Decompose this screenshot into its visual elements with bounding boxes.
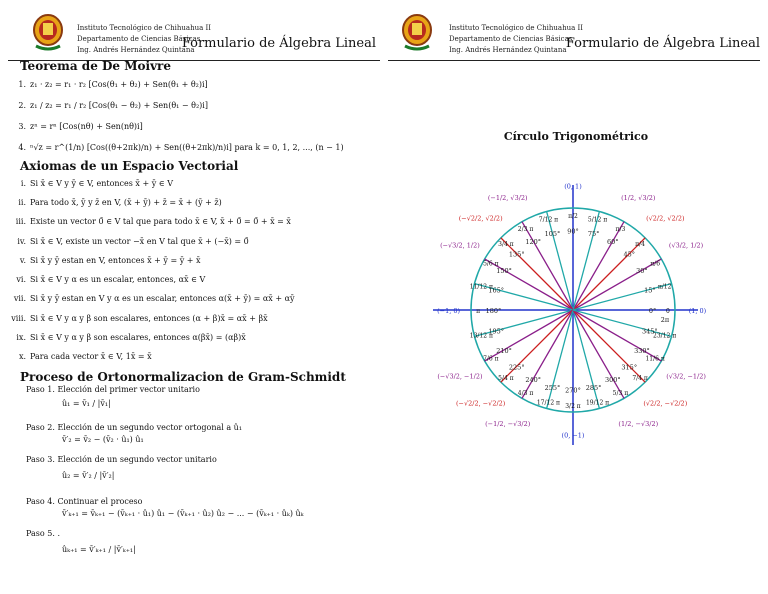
- gram-step: Paso 2. Elección de un segundo vector ortogonal a û₁ v̄′₂ = v̄₂ − (v̄₂ · û₁) û₁: [26, 422, 243, 444]
- radius-line: [544, 211, 573, 310]
- degree-label: 135°: [508, 250, 525, 259]
- author-name: Ing. Andrés Hernández Quintana: [449, 46, 567, 54]
- radian-label: π/6: [650, 260, 661, 268]
- degree-label: 15°: [644, 286, 656, 295]
- radian-label: 13/12 π: [469, 332, 493, 340]
- gram-step: Paso 5. . ûₖ₊₁ = v̄′ₖ₊₁ / |v̄′ₖ₊₁|: [26, 528, 136, 554]
- radian-label: 5/12 π: [587, 216, 608, 224]
- department-name: Departamento de Ciencias Básicas: [77, 35, 201, 43]
- coordinate-label: (−√3/2, −1/2): [437, 372, 483, 381]
- radian-label: 23/12 π: [653, 332, 677, 340]
- radian-label: 0: [665, 308, 670, 315]
- radian-label: 3/2 π: [565, 402, 581, 410]
- coordinate-label: (√3/2, 1/2): [668, 241, 704, 250]
- institution-block: [449, 23, 583, 56]
- list-item: v. Si x̄ y ȳ estan en V, entonces x̄ + ȳ = ȳ + x̄: [19, 255, 201, 265]
- gram-step: Paso 3. Elección de un segundo vector unitario û₂ = v̄′₂ / |v̄′₂|: [26, 454, 217, 480]
- form-title: Formulario de Álgebra Lineal: [565, 36, 760, 51]
- demoivre-heading: Teorema de De Moivre: [20, 59, 171, 73]
- list-item: 3. zⁿ = rⁿ [Cos(nθ) + Sen(nθ)i]: [18, 121, 143, 131]
- coordinate-label: (1/2, √3/2): [621, 193, 656, 202]
- radian-label: 5/3 π: [612, 390, 629, 398]
- radian-label: 3/4 π: [498, 240, 514, 248]
- radian-label: 7/6 π: [483, 355, 499, 363]
- radian-label: 5/6 π: [483, 260, 499, 268]
- radius-line: [573, 211, 599, 310]
- list-item: 2. z₁ / z₂ = r₁ / r₂ [Cos(θ₁ − θ₂) + Sen(θ₁ − θ₂)i]: [18, 100, 208, 110]
- coordinate-label: (−√3/2, 1/2): [440, 241, 480, 250]
- radian-label: 2/3 π: [517, 225, 534, 233]
- degree-label: 165°: [488, 286, 504, 295]
- degree-label: 60°: [607, 238, 619, 247]
- degree-label: 300°: [604, 375, 621, 384]
- list-item: vi. Si x̄ ∈ V y α es un escalar, entonces, αx̄ ∈ V: [16, 275, 206, 285]
- page-header: [0, 8, 384, 58]
- gram-heading: Proceso de Ortonormalizacion de Gram-Schmidt: [20, 369, 346, 384]
- coordinate-label: (√2/2, √2/2): [646, 214, 685, 223]
- institution-name: Instituto Tecnológico de Chihuahua II: [449, 24, 584, 32]
- coordinate-label: (1, 0): [688, 307, 707, 315]
- degree-label: 150°: [496, 267, 512, 276]
- degree-label: 45°: [623, 250, 636, 259]
- degree-label: 225°: [508, 363, 525, 372]
- degree-label: 315°: [621, 363, 638, 372]
- coordinate-label: (−1/2, −√3/2): [485, 420, 531, 429]
- right-page: [384, 0, 768, 594]
- coordinate-label: (−1/2, √3/2): [487, 193, 528, 202]
- radian-label: 4/3 π: [517, 390, 534, 398]
- list-item: iv. Si x̄ ∈ V, existe un vector −x̄ en V tal que x̄ + (−x̄) = 0̄: [17, 236, 249, 246]
- school-logo-icon: [401, 12, 433, 54]
- school-logo-icon: [32, 12, 64, 54]
- circle-title: Círculo Trigonométrico: [503, 130, 649, 143]
- degree-label: 240°: [525, 375, 542, 384]
- degree-label: 270°: [565, 386, 581, 395]
- radian-label: 11/12 π: [469, 283, 493, 291]
- unit-circle-diagram: [420, 178, 740, 448]
- gram-steps: [0, 385, 384, 569]
- degree-label: 285°: [585, 383, 602, 392]
- degree-label: 330°: [634, 346, 650, 355]
- coordinate-label: (1/2, −√3/2): [618, 420, 659, 429]
- radian-label: 2π: [660, 316, 670, 324]
- list-item: iii. Existe un vector 0̄ ∈ V tal que para todo x̄ ∈ V, x̄ + 0̄ = 0̄ + x̄ = x̄: [15, 217, 291, 227]
- list-item: 1. z₁ · z₂ = r₁ · r₂ [Cos(θ₁ + θ₂) + Sen(θ₁ + θ₂)i]: [18, 79, 208, 89]
- radian-label: π/3: [615, 225, 626, 233]
- form-title: Formulario de Álgebra Lineal: [181, 36, 376, 51]
- gram-step: Paso 1. Elección del primer vector unitario û₁ = v̄₁ / |v̄₁|: [26, 384, 200, 408]
- radian-label: 17/12 π: [536, 399, 561, 407]
- radius-line: [573, 284, 672, 310]
- radian-label: π: [476, 308, 481, 315]
- list-item: vii. Si x̄ y ȳ estan en V y α es un escalar, entonces α(x̄ + ȳ) = αx̄ + αȳ: [13, 294, 295, 304]
- axiomas-heading: Axiomas de un Espacio Vectorial: [20, 159, 239, 173]
- radian-label: 5/4 π: [498, 375, 514, 383]
- author-name: Ing. Andrés Hernández Quintana: [77, 46, 195, 54]
- radian-label: 19/12 π: [585, 399, 610, 407]
- coordinate-label: (√2/2, −√2/2): [643, 399, 688, 408]
- coordinate-label: (√3/2, −1/2): [666, 372, 706, 381]
- list-item: viii. Si x̄ ∈ V y α y β son escalares, entonces (α + β)x̄ = αx̄ + βx̄: [11, 313, 268, 323]
- list-item: ix. Si x̄ ∈ V y α y β son escalares, entonces α(βx̄) = (αβ)x̄: [16, 333, 246, 343]
- page-header: [384, 8, 768, 58]
- coordinate-label: (0, −1): [561, 431, 585, 440]
- coordinate-label: (0, 1): [564, 182, 582, 191]
- axiomas-list: [0, 174, 384, 367]
- degree-label: 345°: [642, 327, 658, 336]
- degree-label: 195°: [488, 327, 504, 336]
- list-item: i. Si x̄ ∈ V y ȳ ∈ V, entonces x̄ + ȳ ∈ V: [20, 178, 174, 188]
- radian-label: 11/6 π: [645, 355, 665, 363]
- coordinate-label: (−√2/2, √2/2): [458, 214, 503, 223]
- radian-label: 7/12 π: [538, 216, 559, 224]
- degree-label: 180°: [485, 307, 502, 315]
- coordinate-label: (−1, 0): [437, 307, 461, 315]
- list-item: ii. Para todo x̄, ȳ y z̄ en V, (x̄ + ȳ) + z̄ = x̄ + (ȳ + z̄): [18, 197, 222, 207]
- degree-label: 120°: [525, 238, 542, 247]
- degree-label: 105°: [544, 230, 561, 239]
- left-content: [0, 58, 384, 569]
- coordinate-label: (−√2/2, −√2/2): [456, 399, 506, 408]
- radian-label: 7/4 π: [632, 375, 648, 383]
- radian-label: π/12: [657, 283, 672, 291]
- degree-label: 90°: [567, 227, 579, 236]
- radian-label: π/4: [635, 240, 645, 248]
- demoivre-list: [0, 74, 384, 158]
- list-item: 4. ⁿ√z = r^(1/n) [Cos((θ+2πk)/n) + Sen((θ+2πk)/n)i] para k = 0, 1, 2, ..., (n − 1): [18, 142, 344, 152]
- degree-label: 30°: [636, 267, 648, 276]
- department-name: Departamento de Ciencias Básicas: [449, 35, 573, 43]
- institution-name: Instituto Tecnológico de Chihuahua II: [77, 24, 212, 32]
- radian-label: π/2: [568, 213, 578, 221]
- degree-label: 0°: [648, 307, 657, 315]
- list-item: x. Para cada vector x̄ ∈ V, 1x̄ = x̄: [18, 352, 152, 362]
- degree-label: 255°: [544, 383, 561, 392]
- header-rule: [388, 60, 760, 61]
- degree-label: 75°: [587, 230, 600, 239]
- gram-step: Paso 4. Continuar el proceso v̄′ₖ₊₁ = v̄ₖ₊₁ − (v̄ₖ₊₁ · û₁) û₁ − (v̄ₖ₊₁ · û₂) û₂ − ... − (v̄ₖ₊₁ · ûₖ) ûₖ: [26, 496, 304, 518]
- degree-label: 210°: [496, 346, 512, 355]
